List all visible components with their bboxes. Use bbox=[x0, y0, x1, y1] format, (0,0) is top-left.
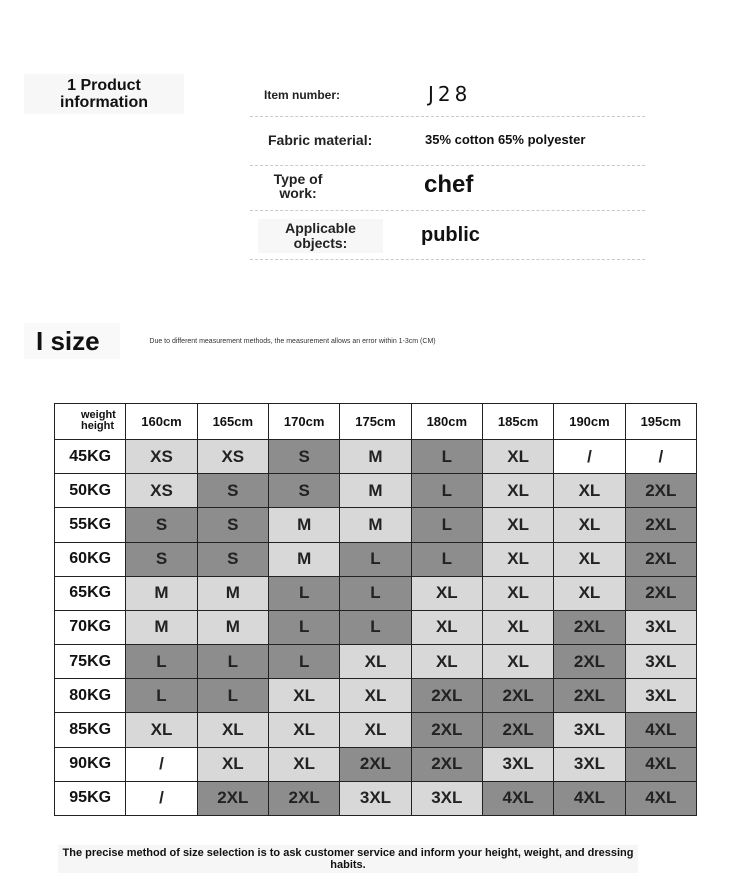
size-row bbox=[55, 576, 697, 610]
size-cell: L bbox=[340, 610, 411, 644]
size-row bbox=[55, 713, 697, 747]
item-number-value: J28 bbox=[428, 82, 472, 106]
corner-height-label: height bbox=[81, 420, 114, 432]
size-cell: 2XL bbox=[411, 679, 482, 713]
measurement-note: Due to different measurement methods, the measurement allows an error within 1-3cm (CM) bbox=[149, 338, 436, 345]
size-cell: 3XL bbox=[554, 713, 625, 747]
size-row bbox=[55, 508, 697, 542]
size-cell: M bbox=[197, 610, 268, 644]
size-cell: XL bbox=[268, 747, 339, 781]
size-cell: M bbox=[268, 542, 339, 576]
size-cell: 2XL bbox=[625, 576, 696, 610]
applicable-objects-value: public bbox=[421, 224, 480, 246]
size-cell: XL bbox=[554, 474, 625, 508]
size-cell: S bbox=[197, 508, 268, 542]
size-cell: 3XL bbox=[340, 781, 411, 815]
size-cell: 2XL bbox=[625, 508, 696, 542]
size-cell: 3XL bbox=[625, 610, 696, 644]
weight-row-header: 50KG bbox=[55, 474, 126, 508]
size-cell: 2XL bbox=[625, 542, 696, 576]
size-cell: XL bbox=[482, 474, 553, 508]
size-cell: XL bbox=[482, 610, 553, 644]
size-cell: XL bbox=[554, 508, 625, 542]
info-row-type-of-work bbox=[250, 166, 645, 211]
size-cell: L bbox=[411, 542, 482, 576]
size-cell: L bbox=[268, 576, 339, 610]
size-cell: XL bbox=[268, 679, 339, 713]
corner-header-cell bbox=[55, 404, 126, 440]
size-cell: XL bbox=[554, 542, 625, 576]
size-cell: M bbox=[126, 576, 197, 610]
product-info-heading: 1 Product information bbox=[24, 74, 184, 114]
size-cell: XL bbox=[340, 679, 411, 713]
size-cell: 3XL bbox=[625, 645, 696, 679]
fabric-label: Fabric material: bbox=[268, 132, 373, 148]
applicable-objects-label: Applicable objects: bbox=[258, 219, 383, 253]
info-row-item-number bbox=[250, 72, 645, 117]
height-column-header: 195cm bbox=[625, 404, 696, 440]
size-cell: 2XL bbox=[482, 679, 553, 713]
size-row bbox=[55, 474, 697, 508]
size-cell: M bbox=[268, 508, 339, 542]
size-cell: XL bbox=[126, 713, 197, 747]
size-cell: 3XL bbox=[482, 747, 553, 781]
info-row-applicable-objects bbox=[250, 211, 645, 260]
size-cell: 2XL bbox=[340, 747, 411, 781]
size-cell: L bbox=[268, 645, 339, 679]
size-cell: XL bbox=[411, 645, 482, 679]
size-chart-header-row bbox=[55, 404, 697, 440]
size-cell: 2XL bbox=[482, 713, 553, 747]
height-column-header: 160cm bbox=[126, 404, 197, 440]
size-row bbox=[55, 542, 697, 576]
item-number-label: Item number: bbox=[264, 88, 341, 102]
size-cell: XL bbox=[554, 576, 625, 610]
type-of-work-value: chef bbox=[424, 171, 474, 198]
size-cell: / bbox=[126, 781, 197, 815]
size-cell: M bbox=[197, 576, 268, 610]
size-cell: 2XL bbox=[625, 474, 696, 508]
size-cell: L bbox=[126, 645, 197, 679]
size-cell: XL bbox=[197, 713, 268, 747]
size-cell: S bbox=[268, 474, 339, 508]
size-cell: L bbox=[411, 508, 482, 542]
height-column-header: 170cm bbox=[268, 404, 339, 440]
size-cell: S bbox=[126, 542, 197, 576]
size-row bbox=[55, 679, 697, 713]
size-cell: S bbox=[268, 440, 339, 474]
size-row bbox=[55, 781, 697, 815]
size-cell: 3XL bbox=[625, 679, 696, 713]
size-cell: 2XL bbox=[197, 781, 268, 815]
size-cell: M bbox=[340, 508, 411, 542]
size-cell: 4XL bbox=[554, 781, 625, 815]
weight-row-header: 70KG bbox=[55, 610, 126, 644]
size-cell: L bbox=[340, 542, 411, 576]
weight-row-header: 95KG bbox=[55, 781, 126, 815]
size-chart-table bbox=[54, 403, 697, 816]
height-column-header: 165cm bbox=[197, 404, 268, 440]
fabric-value: 35% cotton 65% polyester bbox=[425, 132, 586, 147]
size-cell: L bbox=[197, 679, 268, 713]
size-cell: / bbox=[126, 747, 197, 781]
size-cell: XL bbox=[268, 713, 339, 747]
corner-weight-label: weight bbox=[81, 409, 116, 421]
weight-row-header: 85KG bbox=[55, 713, 126, 747]
size-cell: L bbox=[411, 440, 482, 474]
size-cell: M bbox=[340, 474, 411, 508]
size-selection-note: The precise method of size selection is to ask customer service and inform your height, weight, and dressing habits. bbox=[58, 845, 638, 873]
size-cell: M bbox=[340, 440, 411, 474]
size-cell: XS bbox=[197, 440, 268, 474]
size-row bbox=[55, 747, 697, 781]
size-cell: XL bbox=[411, 610, 482, 644]
size-cell: 3XL bbox=[411, 781, 482, 815]
size-cell: 4XL bbox=[625, 781, 696, 815]
size-cell: XL bbox=[411, 576, 482, 610]
info-row-fabric bbox=[250, 117, 645, 166]
weight-row-header: 55KG bbox=[55, 508, 126, 542]
weight-row-header: 45KG bbox=[55, 440, 126, 474]
size-cell: 3XL bbox=[554, 747, 625, 781]
size-cell: / bbox=[554, 440, 625, 474]
size-cell: 2XL bbox=[411, 747, 482, 781]
weight-row-header: 80KG bbox=[55, 679, 126, 713]
size-cell: 4XL bbox=[482, 781, 553, 815]
size-cell: 4XL bbox=[625, 713, 696, 747]
size-cell: L bbox=[197, 645, 268, 679]
size-cell: XL bbox=[482, 440, 553, 474]
height-column-header: 175cm bbox=[340, 404, 411, 440]
size-chart-body bbox=[55, 440, 697, 816]
size-cell: 2XL bbox=[411, 713, 482, 747]
size-cell: XL bbox=[482, 576, 553, 610]
size-cell: 2XL bbox=[268, 781, 339, 815]
size-cell: 2XL bbox=[554, 610, 625, 644]
size-cell: XL bbox=[340, 713, 411, 747]
size-cell: S bbox=[197, 474, 268, 508]
size-cell: L bbox=[268, 610, 339, 644]
size-cell: 4XL bbox=[625, 747, 696, 781]
size-cell: L bbox=[126, 679, 197, 713]
size-cell: XS bbox=[126, 474, 197, 508]
size-cell: M bbox=[126, 610, 197, 644]
size-cell: XL bbox=[197, 747, 268, 781]
size-row bbox=[55, 440, 697, 474]
size-row bbox=[55, 610, 697, 644]
size-heading: I size bbox=[24, 323, 120, 359]
weight-row-header: 65KG bbox=[55, 576, 126, 610]
size-cell: L bbox=[340, 576, 411, 610]
size-cell: S bbox=[126, 508, 197, 542]
size-cell: / bbox=[625, 440, 696, 474]
size-cell: L bbox=[411, 474, 482, 508]
weight-row-header: 60KG bbox=[55, 542, 126, 576]
size-cell: XL bbox=[482, 645, 553, 679]
weight-row-header: 90KG bbox=[55, 747, 126, 781]
size-cell: 2XL bbox=[554, 679, 625, 713]
size-cell: S bbox=[197, 542, 268, 576]
height-column-header: 185cm bbox=[482, 404, 553, 440]
height-column-header: 190cm bbox=[554, 404, 625, 440]
type-of-work-label: Type of work: bbox=[273, 171, 323, 201]
size-cell: XS bbox=[126, 440, 197, 474]
size-row bbox=[55, 645, 697, 679]
size-cell: 2XL bbox=[554, 645, 625, 679]
height-column-header: 180cm bbox=[411, 404, 482, 440]
size-cell: XL bbox=[482, 508, 553, 542]
size-cell: XL bbox=[340, 645, 411, 679]
size-cell: XL bbox=[482, 542, 553, 576]
weight-row-header: 75KG bbox=[55, 645, 126, 679]
